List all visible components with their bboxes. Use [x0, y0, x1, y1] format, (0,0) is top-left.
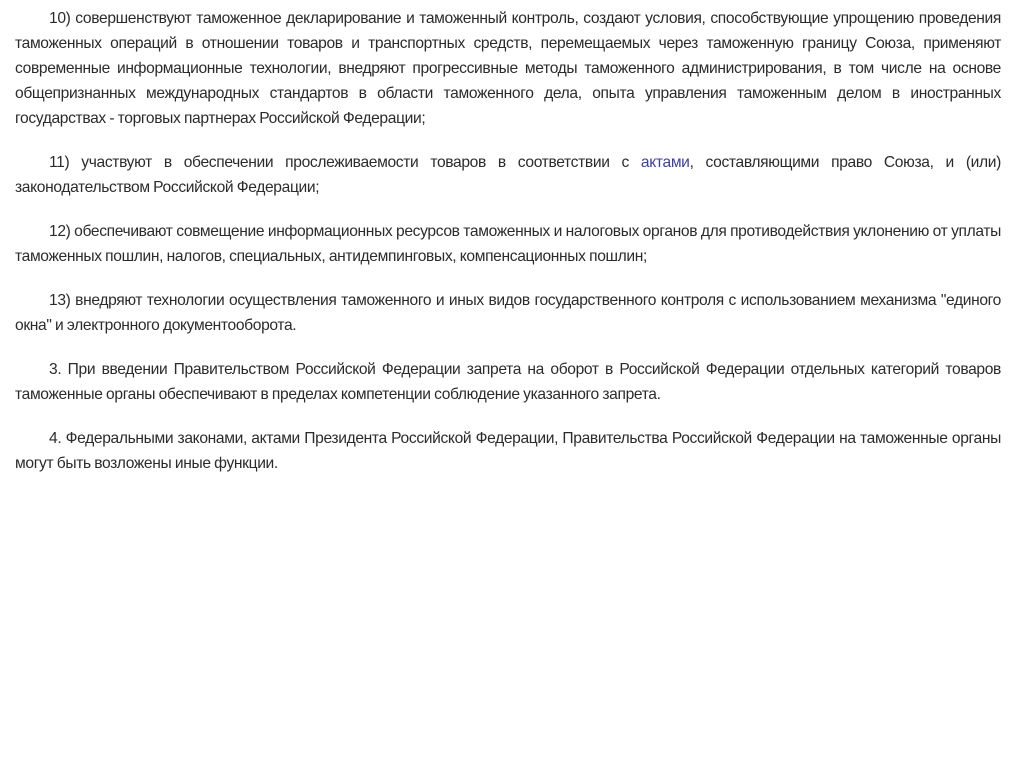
paragraph-item-13	[15, 288, 1001, 338]
paragraph-section-3	[15, 357, 1001, 407]
paragraph-text: 4. Федеральными законами, актами Президента Российской Федерации, Правительства Российской Федерации на таможенные органы могут быть возложены иные функции.	[15, 430, 1001, 472]
paragraph-item-12	[15, 219, 1001, 269]
paragraph-text: 13) внедряют технологии осуществления таможенного и иных видов государственного контроля с использованием механизма "единого окна" и электронного документооборота.	[15, 292, 1001, 334]
document-body	[15, 6, 1001, 495]
paragraph-item-10	[15, 6, 1001, 131]
paragraph-text-before-link: 11) участвуют в обеспечении прослеживаемости товаров в соответствии с	[49, 154, 641, 171]
paragraph-text: 10) совершенствуют таможенное декларирование и таможенный контроль, создают условия, способствующие упрощению проведения таможенных операций в отношении товаров и транспортных средств, перемещаемых через таможенную границу Союза, применяют современные информационные технологии, внедряют прогрессивные методы таможенного администрирования, в том числе на основе общепризнанных международных стандартов в области таможенного дела, опыта управления таможенным делом в иностранных государствах - торговых партнерах Российской Федерации;	[15, 10, 1001, 127]
paragraph-section-4	[15, 426, 1001, 476]
paragraph-text: 12) обеспечивают совмещение информационных ресурсов таможенных и налоговых органов для противодействия уклонению от уплаты таможенных пошлин, налогов, специальных, антидемпинговых, компенсационных пошлин;	[15, 223, 1001, 265]
paragraph-text: 3. При введении Правительством Российской Федерации запрета на оборот в Российской Федерации отдельных категорий товаров таможенные органы обеспечивают в пределах компетенции соблюдение указанного запрета.	[15, 361, 1001, 403]
paragraph-text-after-link: , составляющими право Союза, и (или) законодательством Российской Федерации;	[15, 154, 1001, 196]
acts-link[interactable]: актами	[640, 154, 690, 171]
paragraph-item-11	[15, 150, 1001, 200]
